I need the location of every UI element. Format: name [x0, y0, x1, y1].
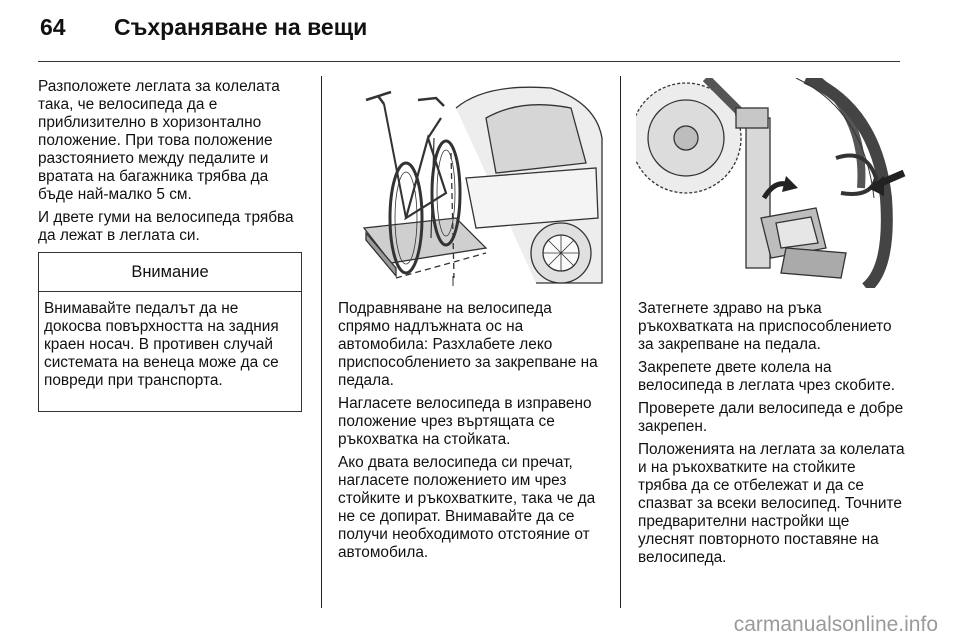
paragraph: Положенията на леглата за колелата и на ръкохватките на стойките трябва да се отбележат и да се спазват за всеки велосипед. Точните предварителни настройки ще улеснят повторното поставяне на велосипеда. [638, 441, 905, 566]
paragraph: Ако двата велосипеда си пречат, нагласете положението им чрез стойките и ръкохватките, така че да не се допират. Внимавайте да се получи необходимото отстояние от автомобила. [338, 454, 596, 561]
bike-carrier-illustration [336, 78, 604, 288]
paragraph: Проверете дали велосипеда е добре закрепен. [638, 400, 904, 435]
paragraph: Нагласете велосипеда в изправено положение чрез въртящата се ръкохватка на стойката. [338, 395, 592, 448]
notice-text: Внимавайте педалът да не докосва повърхността на задния краен носач. В противен случай системата на венеца може да се повреди при транспорта. [44, 300, 279, 389]
paragraph: Разположете леглата за колелата така, че велосипеда да е приблизително в хоризонтално положение. При това положение разстоянието между педалите и вратата на багажника трябва да бъде най-малко 5 см. [38, 78, 280, 203]
page-number: 64 [40, 14, 66, 40]
paragraph: И двете гуми на велосипеда трябва да лежат в леглата си. [38, 209, 294, 244]
watermark: carmanualsonline.info [733, 613, 938, 636]
column-3 [638, 300, 906, 572]
column-1 [38, 78, 304, 250]
column-2 [338, 300, 606, 567]
paragraph: Затегнете здраво на ръка ръкохватката на приспособлението за закрепване на педала. [638, 300, 892, 353]
header-rule [38, 61, 900, 62]
notice-box [38, 252, 302, 412]
column-divider [321, 76, 322, 608]
column-divider [620, 76, 621, 608]
paragraph: Подравняване на велосипеда спрямо надлъжната ос на автомобила: Разхлабете леко приспособлението за закрепване на педала. [338, 300, 598, 389]
page-title: Съхраняване на вещи [114, 14, 368, 40]
paragraph: Закрепете двете колела на велосипеда в леглата чрез скобите. [638, 359, 896, 394]
pedal-clamp-illustration [636, 78, 906, 288]
notice-heading: Внимание [39, 253, 301, 292]
